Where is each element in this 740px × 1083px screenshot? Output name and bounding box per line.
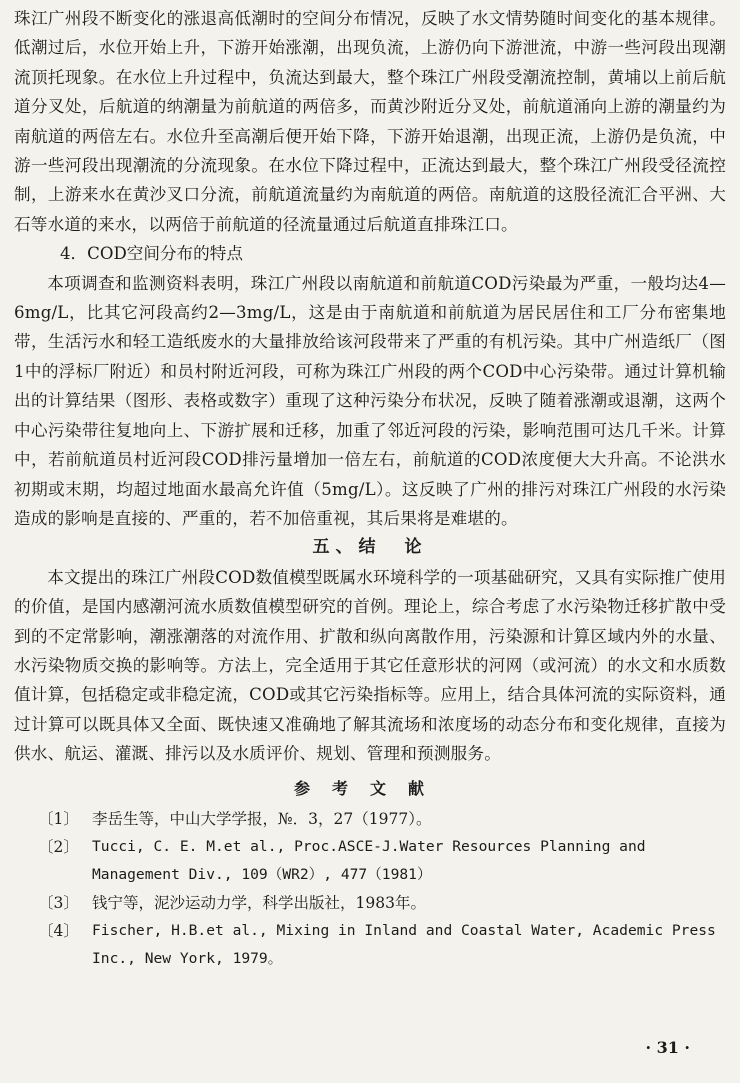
paragraph-conclusion: 本文提出的珠江广州段COD数值模型既属水环境科学的一项基础研究，又具有实际推广使用的价值，是国内感潮河流水质数值模型研究的首例。理论上，综合考虑了水污染物迁移扩散中受到的不定常影响，潮涨潮落的对流作用、扩散和纵向离散作用，污染源和计算区域内外的水量、水污染物质交换的影响等。方法上，完全适用于其它任意形状的河网（或河流）的水文和水质数值计算，包括稳定或非稳定流，COD或其它污染指标等。应用上，结合具体河流的实际资料，通过计算可以既具体又全面、既快速又准确地了解其流场和浓度场的动态分布和变化规律，直接为供水、航运、灌溉、排污以及水质评价、规划、管理和预测服务。: [14, 567, 726, 764]
reference-item: [14, 917, 726, 973]
paragraph-cod-distribution: 本项调查和监测资料表明，珠江广州段以南航道和前航道COD污染最为严重，一般均达4—6mg/L，比其它河段高约2—3mg/L，这是由于南航道和前航道为居民居住和工厂分布密集地带，生活污水和轻工造纸废水的大量排放给该河段带来了严重的有机污染。其中广州造纸厂（图1中的浮标厂附近）和员村附近河段，可称为珠江广州段的两个COD中心污染带。通过计算机输出的计算结果（图形、表格或数字）重现了这种污染分布状况，反映了随着涨潮或退潮，这两个中心污染带往复地向上、下游扩展和迁移，加重了邻近河段的污染，影响范围可达几千米。计算中，若前航道员村近河段COD排污量增加一倍左右，前航道的COD浓度便大大升高。不论洪水初期或末期，均超过地面水最高允许值（5mg/L）。这反映了广州的排污对珠江广州段的水污染造成的影响是直接的、严重的，若不加倍重视，其后果将是难堪的。: [14, 273, 726, 528]
reference-item: [14, 805, 726, 833]
reference-text: 李岳生等，中山大学学报，№．3，27（1977）。: [92, 809, 432, 828]
reference-number: 〔4〕: [38, 921, 79, 940]
subsection-heading-cod: 4．COD空间分布的特点: [60, 244, 243, 264]
reference-item: [14, 833, 726, 889]
page-number: · 31 ·: [645, 1038, 690, 1057]
reference-text: Fischer, H.B.et al., Mixing in Inland and Coastal Water, Academic Press Inc., New York, 1979。: [92, 921, 716, 967]
reference-number: 〔3〕: [38, 893, 79, 912]
reference-text: Tucci, C. E. M.et al., Proc.ASCE-J.Water Resources Planning and Management Div., 109（WR2）, 477（1981）: [92, 837, 646, 883]
reference-item: [14, 889, 726, 917]
paragraph-tidal-distribution: 珠江广州段不断变化的涨退高低潮时的空间分布情况，反映了水文情势随时间变化的基本规律。低潮过后，水位开始上升，下游开始涨潮，出现负流，上游仍向下游泄流，中游一些河段出现潮流顶托现象。在水位上升过程中，负流达到最大，整个珠江广州段受潮流控制，黄埔以上前后航道分叉处，后航道的纳潮量为前航道的两倍多，而黄沙附近分叉处，前航道涌向上游的潮量约为南航道的两倍左右。水位升至高潮后便开始下降，下游开始退潮，出现正流，上游仍是负流，中游一些河段出现潮流的分流现象。在水位下降过程中，正流达到最大，整个珠江广州段受径流控制，上游来水在黄沙叉口分流，前航道流量约为南航道的两倍。南航道的这股径流汇合平洲、大石等水道的来水，以两倍于前航道的径流量通过后航道直排珠江口。: [14, 9, 726, 234]
page-body: [14, 4, 726, 973]
references-title: 参考文献: [293, 778, 446, 798]
section-title-conclusion: 五、结 论: [312, 537, 428, 558]
reference-text: 钱宁等，泥沙运动力学，科学出版社，1983年。: [92, 893, 426, 912]
reference-number: 〔2〕: [38, 837, 79, 856]
reference-number: 〔1〕: [38, 809, 79, 828]
